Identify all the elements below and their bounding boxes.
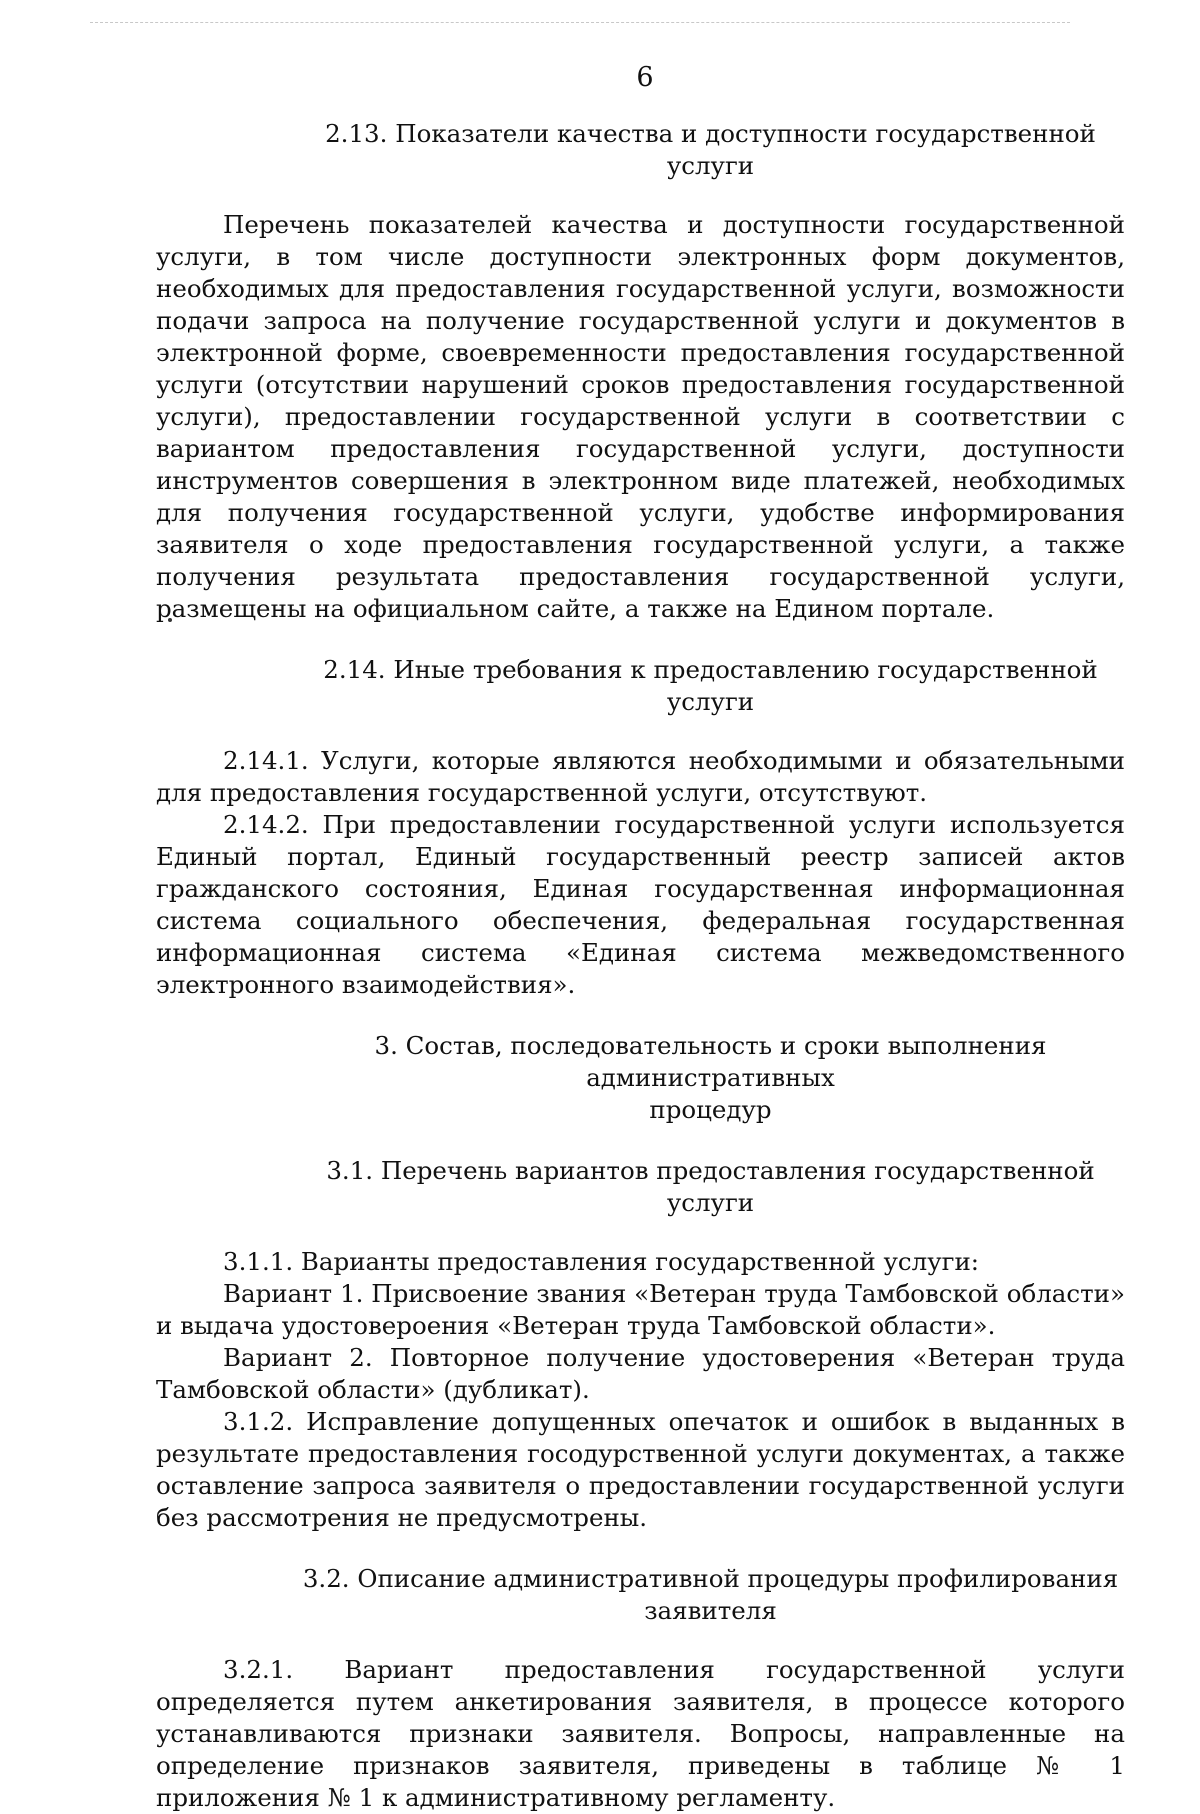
section-heading-2-14: 2.14. Иные требования к предоставлению государственной услуги bbox=[323, 655, 1098, 716]
paragraph-3-2-1: 3.2.1. Вариант предоставления государственной услуги определяется путем анкетирования заявителя, в процессе которого устанавливаются признаки заявителя. Вопросы, направленные на определение признаков заявителя, приведены в таблице № 1 приложения № 1 к административному регламенту. bbox=[156, 1655, 1125, 1812]
paragraph-3-1-1: 3.1.1. Варианты предоставления государственной услуги: bbox=[223, 1247, 980, 1276]
section-heading-3-line2: процедур bbox=[649, 1095, 772, 1124]
scan-edge-line bbox=[90, 22, 1070, 24]
section-heading-3-line1: 3. Состав, последовательность и сроки выполнения административных bbox=[374, 1031, 1047, 1092]
paragraph-3-1-2: 3.1.2. Исправление допущенных опечаток и ошибок в выданных в результате предоставления госодурственной услуги документах, а также оставление запроса заявителя о предоставлении государственной услуги без рассмотрения не предусмотрены. bbox=[156, 1407, 1125, 1532]
section-heading-3-2: 3.2. Описание административной процедуры профилирования заявителя bbox=[302, 1564, 1119, 1625]
paragraph-2-14-2: 2.14.2. При предоставлении государственной услуги используется Единый портал, Единый государственный реестр записей актов гражданского состояния, Единая государственная информационная система социального обеспечения, федеральная государственная информационная система «Единая система межведомственного электронного взаимодействия». bbox=[156, 810, 1125, 999]
section-heading-3-1: 3.1. Перечень вариантов предоставления государственной услуги bbox=[326, 1156, 1095, 1217]
paragraph-2-14-1: 2.14.1. Услуги, которые являются необходимыми и обязательными для предоставления государственной услуги, отсутствуют. bbox=[156, 746, 1125, 807]
page-number: 6 bbox=[636, 62, 654, 93]
document-body bbox=[156, 118, 1125, 1814]
section-heading-2-13: 2.13. Показатели качества и доступности государственной услуги bbox=[325, 119, 1096, 180]
paragraph-variant-2: Вариант 2. Повторное получение удостоверения «Ветеран труда Тамбовской области» (дубликат). bbox=[156, 1343, 1125, 1404]
paragraph-variant-1: Вариант 1. Присвоение звания «Ветеран труда Тамбовской области» и выдача удостовероения «Ветеран труда Тамбовской области». bbox=[156, 1279, 1125, 1340]
paragraph-2-13: Перечень показателей качества и доступности государственной услуги, в том числе доступности электронных форм документов, необходимых для предоставления государственной услуги, возможности подачи запроса на получение государственной услуги и документов в электронной форме, своевременности предоставления государственной услуги (отсутствии нарушений сроков предоставления государственной услуги), предоставлении государственной услуги в соответствии с вариантом предоставления государственной услуги, доступности инструментов совершения в электронном виде платежей, необходимых для получения государственной услуги, удобстве информирования заявителя о ходе предоставления государственной услуги, а также получения результата предоставления государственной услуги, размещены на официальном сайте, а также на Едином портале. bbox=[156, 210, 1125, 623]
